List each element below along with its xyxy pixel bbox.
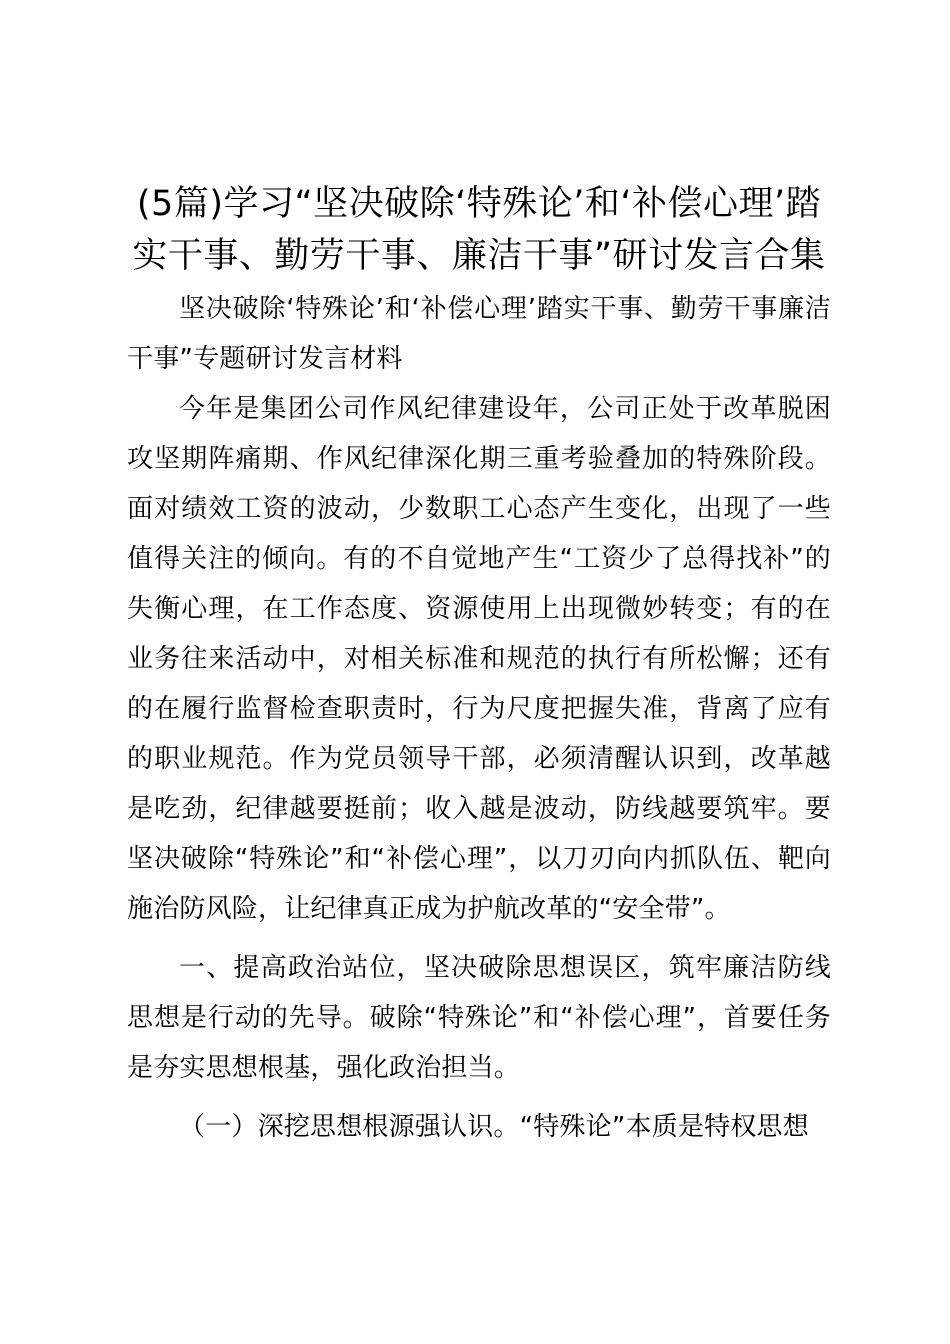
paragraph-section-one: 一、提高政治站位，坚决破除思想误区，筑牢廉洁防线思想是行动的先导。破除“特殊论”和“补偿心理”，首要任务是夯实思想根基，强化政治担当。 xyxy=(127,953,831,1083)
paragraph-subsection-one: （一）深挖思想根源强认识。“特殊论”本质是特权思想 xyxy=(179,1112,809,1142)
paragraph-intro: 今年是集团公司作风纪律建设年，公司正处于改革脱困攻坚期阵痛期、作风纪律深化期三重考验叠加的特殊阶段。面对绩效工资的波动，少数职工心态产生变化，出现了一些值得关注的倾向。有的不自觉地产生“工资少了总得找补”的失衡心理，在工作态度、资源使用上出现微妙转变；有的在业务往来活动中，对相关标准和规范的执行有所松懈；还有的在履行监督检查职责时，行为尺度把握失准，背离了应有的职业规范。作为党员领导干部，必须清醒认识到，改革越是吃劲，纪律越要挺前；收入越是波动，防线越要筑牢。要坚决破除“特殊论”和“补偿心理”，以刀刃向内抓队伍、靶向施治防风险，让纪律真正成为护航改革的“安全带”。 xyxy=(127,394,831,924)
document-title: (5篇)学习“坚决破除‘特殊论’和‘补偿心理’踏实干事、勤劳干事、廉洁干事”研讨发言合集 xyxy=(132,184,826,276)
document-body xyxy=(127,178,831,1152)
paragraph-subtitle: 坚决破除‘特殊论’和‘补偿心理’踏实干事、勤劳干事廉洁干事”专题研讨发言材料 xyxy=(127,294,831,374)
